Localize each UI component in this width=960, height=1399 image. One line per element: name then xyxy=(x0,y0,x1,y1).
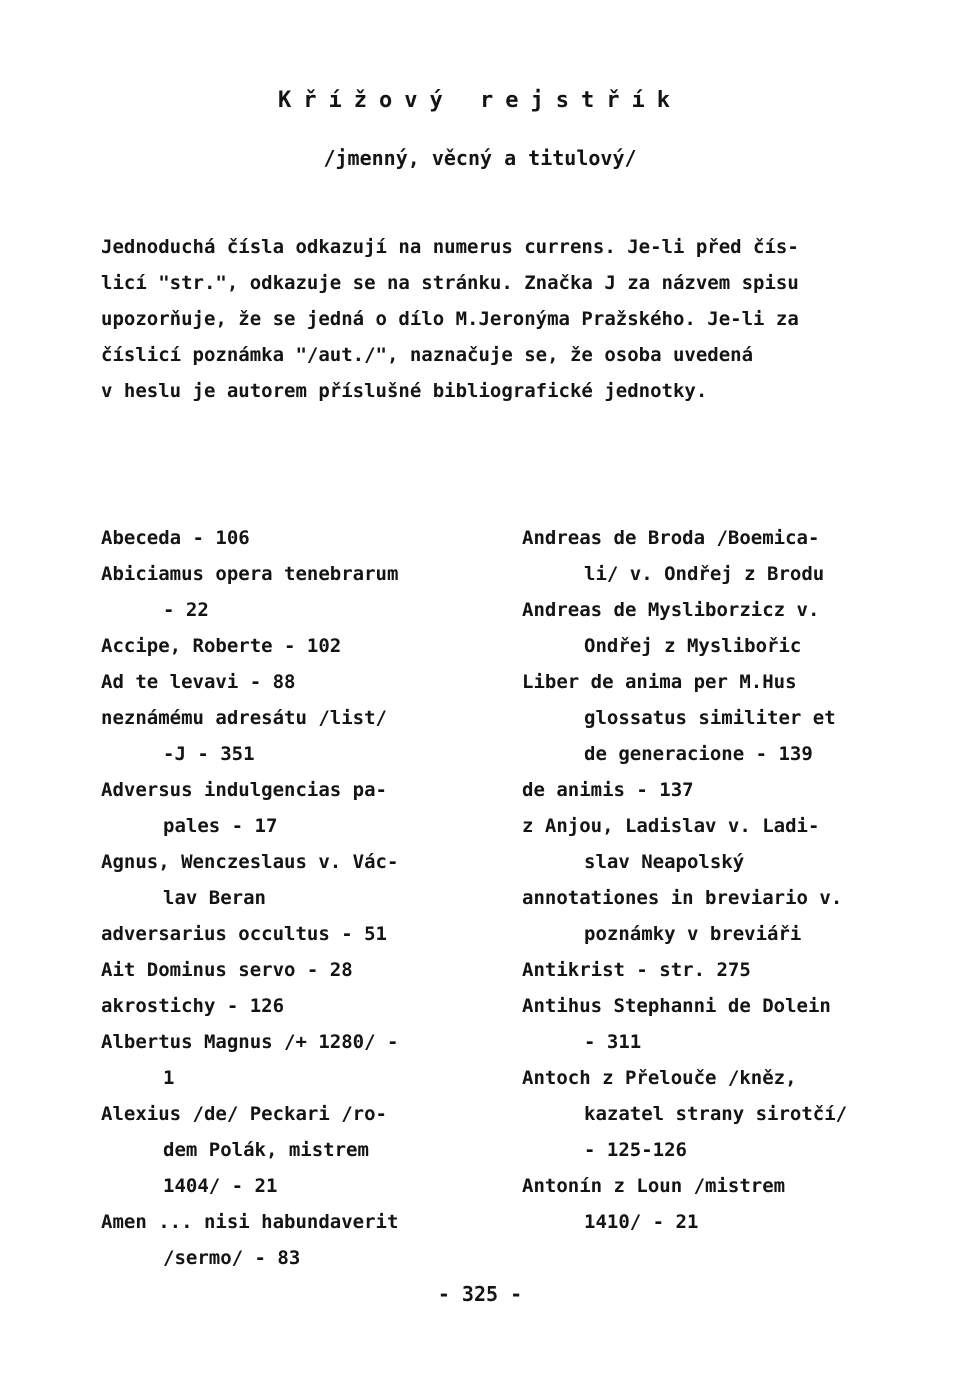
page-title: Křížový rejstřík xyxy=(278,88,682,113)
index-entry-continuation: Ondřej z Myslibořic xyxy=(584,635,802,657)
index-entry-continuation: -J - 351 xyxy=(163,743,255,765)
intro-paragraph xyxy=(101,229,881,409)
index-entry-continuation: pales - 17 xyxy=(163,815,278,837)
index-entry-continuation: slav Neapolský xyxy=(584,851,745,873)
index-entry: Antonín z Loun /mistrem xyxy=(522,1175,786,1197)
index-entry: z Anjou, Ladislav v. Ladi- xyxy=(522,815,820,837)
index-entry: Abeceda - 106 xyxy=(101,527,250,549)
index-entry: Andreas de Mysliborzicz v. xyxy=(522,599,820,621)
intro-line: v heslu je autorem příslušné bibliografické jednotky. xyxy=(101,380,708,402)
index-column-left xyxy=(101,520,481,1276)
index-entry: akrostichy - 126 xyxy=(101,995,285,1017)
index-column-right xyxy=(522,520,902,1240)
index-entry-continuation: poznámky v breviáři xyxy=(584,923,802,945)
index-entry-continuation: - 22 xyxy=(163,599,209,621)
index-entry: de animis - 137 xyxy=(522,779,694,801)
index-entry: Abiciamus opera tenebrarum xyxy=(101,563,399,585)
page-subtitle: /jmenný, věcný a titulový/ xyxy=(323,146,637,170)
index-entry-continuation: kazatel strany sirotčí/ xyxy=(584,1103,848,1125)
index-entry: Adversus indulgencias pa- xyxy=(101,779,387,801)
index-entry-continuation: 1 xyxy=(163,1067,175,1089)
intro-line: Jednoduchá čísla odkazují na numerus currens. Je-li před čís- xyxy=(101,236,799,258)
index-entry: Liber de anima per M.Hus xyxy=(522,671,797,693)
index-entry: Alexius /de/ Peckari /ro- xyxy=(101,1103,387,1125)
index-entry-continuation: dem Polák, mistrem xyxy=(163,1139,369,1161)
index-entry: Amen ... nisi habundaverit xyxy=(101,1211,399,1233)
page-number: - 325 - xyxy=(437,1282,523,1306)
index-entry: adversarius occultus - 51 xyxy=(101,923,387,945)
index-entry: Antihus Stephanni de Dolein xyxy=(522,995,831,1017)
index-entry-continuation: li/ v. Ondřej z Brodu xyxy=(584,563,825,585)
index-entry-continuation: 1404/ - 21 xyxy=(163,1175,278,1197)
index-entry-continuation: de generacione - 139 xyxy=(584,743,813,765)
index-entry: annotationes in breviario v. xyxy=(522,887,843,909)
index-entry-continuation: lav Beran xyxy=(163,887,266,909)
index-entry-continuation: - 125-126 xyxy=(584,1139,687,1161)
index-entry: Ait Dominus servo - 28 xyxy=(101,959,353,981)
index-entry: Antoch z Přelouče /kněz, xyxy=(522,1067,797,1089)
index-entry-continuation: 1410/ - 21 xyxy=(584,1211,699,1233)
intro-line: upozorňuje, že se jedná o dílo M.Jeronýma Pražského. Je-li za xyxy=(101,308,799,330)
index-entry: Antikrist - str. 275 xyxy=(522,959,751,981)
intro-line: licí "str.", odkazuje se na stránku. Značka J za názvem spisu xyxy=(101,272,799,294)
index-entry-continuation: /sermo/ - 83 xyxy=(163,1247,301,1269)
index-entry: Agnus, Wenczeslaus v. Vác- xyxy=(101,851,399,873)
index-entry-continuation: glossatus similiter et xyxy=(584,707,836,729)
intro-line: číslicí poznámka "/aut./", naznačuje se, že osoba uvedená xyxy=(101,344,754,366)
index-entry: Ad te levavi - 88 xyxy=(101,671,296,693)
index-entry: neznámému adresátu /list/ xyxy=(101,707,387,729)
index-entry: Andreas de Broda /Boemica- xyxy=(522,527,820,549)
index-entry: Albertus Magnus /+ 1280/ - xyxy=(101,1031,399,1053)
index-entry: Accipe, Roberte - 102 xyxy=(101,635,342,657)
index-entry-continuation: - 311 xyxy=(584,1031,642,1053)
